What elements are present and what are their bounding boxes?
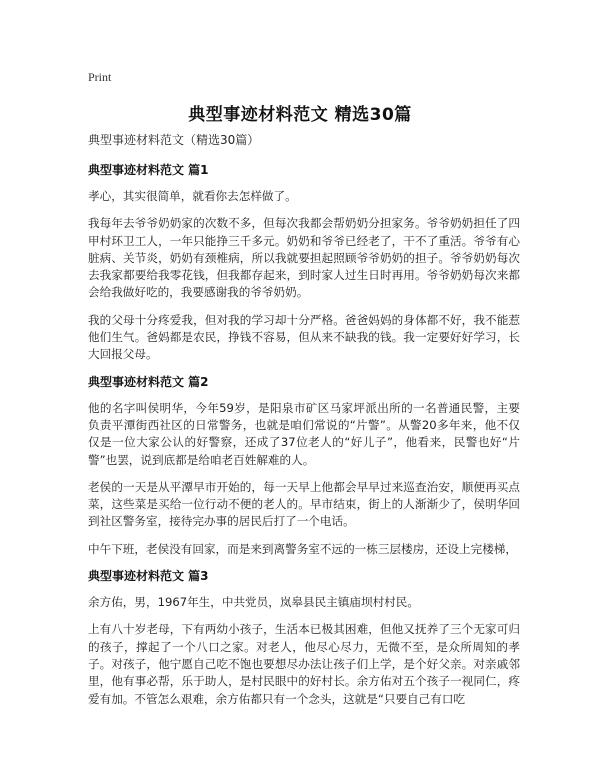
print-link[interactable]: Print bbox=[88, 70, 112, 84]
paragraph: 我的父母十分疼爱我，但对我的学习却十分严格。爸爸妈妈的身体都不好，我不能惹他们生气。爸妈都是农民，挣钱不容易，但从来不缺我的钱。我一定要好好学习，长大回报父母。 bbox=[88, 312, 520, 362]
document-title: 典型事迹材料范文 精选30篇 bbox=[188, 105, 412, 125]
paragraph: 中午下班，老侯没有回家，而是来到离警务室不远的一栋三层楼房，还设上完楼梯， bbox=[88, 541, 517, 556]
paragraph: 我每年去爷爷奶奶家的次数不多，但每次我都会帮奶奶分担家务。爷爷奶奶担任了四甲村环卫工人，一年只能挣三千多元。奶奶和爷爷已经老了，干不了重活。爷爷有心脏病、关节炎，奶奶有颈椎病，所以我就要担起照顾爷爷奶奶的担子。爷爷奶奶每次去我家都要给我零花钱，但我都存起来，到时家人过生日时再用。爷爷奶奶每次来都会给我做好吃的，我要感谢我的爷爷奶奶。 bbox=[88, 216, 520, 300]
section-heading: 典型事迹材料范文 篇3 bbox=[88, 569, 209, 584]
document-subtitle: 典型事迹材料范文（精选30篇） bbox=[88, 133, 260, 147]
document-body bbox=[88, 132, 520, 718]
paragraph: 老侯的一天是从平潭早市开始的，每一天早上他都会早早过来巡查治安，顺便再买点菜，这些菜是买给一位行动不便的老人的。早市结束，街上的人渐渐少了，侯明华回到社区警务室，接待完办事的居民后打了一个电话。 bbox=[88, 479, 520, 529]
section-heading: 典型事迹材料范文 篇1 bbox=[88, 163, 209, 177]
paragraph: 余方佑，男，1967年生，中共党员，岚皋县民主镇庙坝村村民。 bbox=[88, 595, 419, 610]
paragraph: 上有八十岁老母，下有两幼小孩子，生活本已极其困难，但他又抚养了三个无家可归的孩子，撑起了一个八口之家。对老人，他尽心尽力，无微不至，是众所周知的孝子。对孩子，他宁愿自己吃不饱也要想尽办法让孩子们上学，是个好父亲。对亲戚邻里，他有事必帮，乐于助人，是村民眼中的好村长。余方佑对五个孩子一视同仁，疼爱有加。不管怎么艰难，余方佑都只有一个念头，这就是“只要自己有口吃 bbox=[88, 622, 520, 706]
section-heading: 典型事迹材料范文 篇2 bbox=[88, 374, 209, 389]
paragraph: 孝心，其实很简单，就看你去怎样做了。 bbox=[88, 189, 297, 203]
paragraph: 他的名字叫侯明华，今年59岁，是阳泉市矿区马家坪派出所的一名普通民警，主要负责平潭街西社区的日常警务，也就是咱们常说的“片警”。从警20多年来，他不仅仅是一位大家公认的好警察，还成了37位老人的“好儿子”，他看来，民警也好“片警”也罢，说到底都是给咱老百姓解难的人。 bbox=[88, 400, 520, 467]
